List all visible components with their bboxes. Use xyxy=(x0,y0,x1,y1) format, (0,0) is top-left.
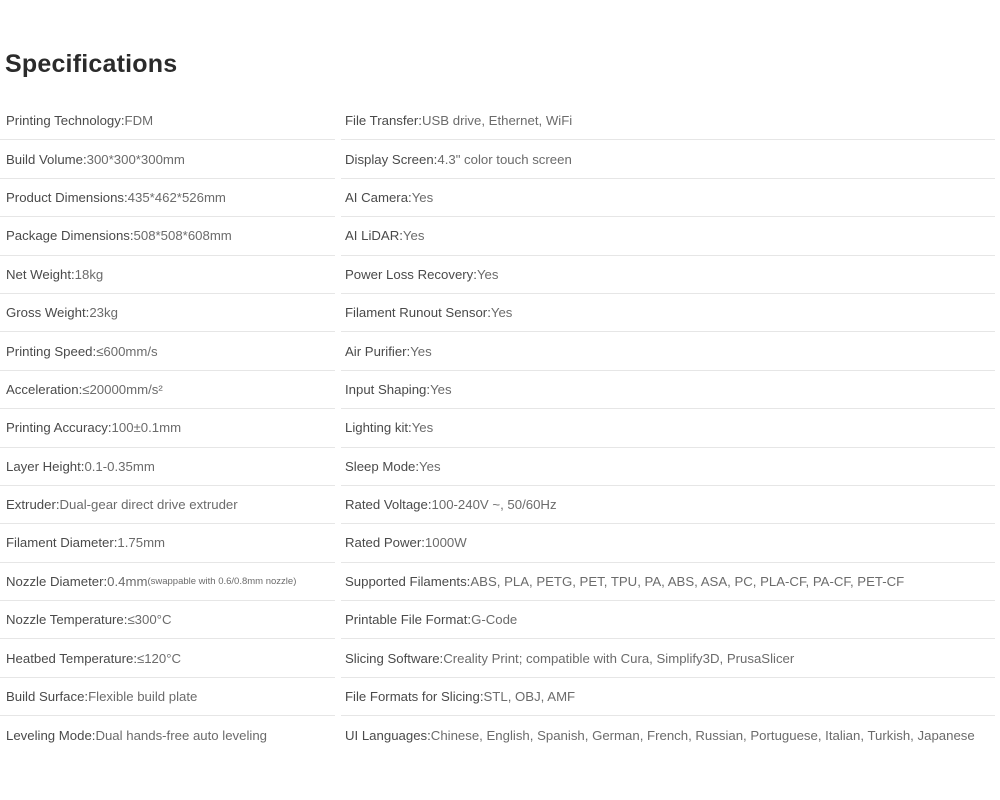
spec-value: USB drive, Ethernet, WiFi xyxy=(421,113,573,129)
spec-cell-left xyxy=(0,102,335,140)
spec-cell-right xyxy=(341,409,995,447)
spec-label: AI LiDAR: xyxy=(345,228,403,244)
spec-value: Yes xyxy=(410,343,432,359)
spec-value: Creality Print; compatible with Cura, Simplify3D, PrusaSlicer xyxy=(443,650,795,666)
page-title: Specifications xyxy=(5,50,178,78)
spec-value: ≤120°C xyxy=(136,650,182,666)
spec-row xyxy=(0,678,995,716)
spec-cell-left xyxy=(0,716,335,754)
spec-cell-right xyxy=(341,524,995,562)
spec-cell-left xyxy=(0,332,335,370)
spec-cell-left xyxy=(0,409,335,447)
spec-value: ≤600mm/s xyxy=(96,343,158,359)
spec-label: Slicing Software: xyxy=(345,650,444,666)
spec-label: Power Loss Recovery: xyxy=(345,266,477,282)
spec-value: Yes xyxy=(430,381,452,397)
spec-label: File Formats for Slicing: xyxy=(345,689,484,705)
spec-value: ABS, PLA, PETG, PET, TPU, PA, ABS, ASA, PC, PLA-CF, PA-CF, PET-CF xyxy=(470,573,905,589)
spec-cell-right xyxy=(341,448,995,486)
spec-value: 1.75mm xyxy=(117,535,166,551)
spec-cell-left xyxy=(0,294,335,332)
spec-cell-right xyxy=(341,217,995,255)
spec-cell-left xyxy=(0,639,335,677)
spec-row xyxy=(0,563,995,601)
spec-cell-right xyxy=(341,716,995,754)
spec-value: 508*508*608mm xyxy=(133,228,232,244)
spec-value: Yes xyxy=(411,189,434,205)
spec-value: Yes xyxy=(411,420,434,436)
spec-value: 100±0.1mm xyxy=(111,420,182,436)
spec-row xyxy=(0,294,995,332)
spec-cell-right xyxy=(341,140,995,178)
spec-value: 0.1-0.35mm xyxy=(84,458,155,474)
spec-label: Printing Technology: xyxy=(6,113,125,129)
spec-label: Lighting kit: xyxy=(345,420,412,436)
spec-value: FDM xyxy=(124,113,154,129)
spec-label: Rated Voltage: xyxy=(345,497,432,513)
spec-cell-left xyxy=(0,448,335,486)
spec-label: Package Dimensions: xyxy=(6,228,134,244)
spec-label: Nozzle Diameter: xyxy=(6,573,108,589)
spec-row xyxy=(0,639,995,677)
spec-value: 1000W xyxy=(424,535,467,551)
spec-row xyxy=(0,371,995,409)
spec-value: G-Code xyxy=(471,612,518,628)
spec-cell-left xyxy=(0,217,335,255)
spec-value: 18kg xyxy=(74,266,104,282)
spec-cell-left xyxy=(0,140,335,178)
spec-row xyxy=(0,217,995,255)
spec-row xyxy=(0,179,995,217)
spec-row xyxy=(0,140,995,178)
spec-row xyxy=(0,601,995,639)
spec-cell-left xyxy=(0,256,335,294)
spec-cell-left xyxy=(0,371,335,409)
spec-label: Layer Height: xyxy=(6,458,85,474)
spec-label: Filament Diameter: xyxy=(6,535,118,551)
spec-label: Acceleration: xyxy=(6,381,83,397)
spec-cell-left xyxy=(0,179,335,217)
spec-value: 0.4mm xyxy=(107,573,148,589)
spec-label: Net Weight: xyxy=(6,266,75,282)
spec-cell-right xyxy=(341,563,995,601)
spec-row xyxy=(0,409,995,447)
spec-cell-right xyxy=(341,294,995,332)
spec-cell-right xyxy=(341,332,995,370)
spec-label: Input Shaping: xyxy=(345,381,431,397)
spec-value: 4.3" color touch screen xyxy=(437,151,572,167)
spec-value: Flexible build plate xyxy=(88,689,198,705)
spec-label: Sleep Mode: xyxy=(345,458,420,474)
spec-cell-right xyxy=(341,601,995,639)
spec-row xyxy=(0,332,995,370)
spec-label: UI Languages: xyxy=(345,727,431,743)
spec-cell-left xyxy=(0,601,335,639)
spec-value: 435*462*526mm xyxy=(127,189,226,205)
spec-row xyxy=(0,256,995,294)
spec-value: 100-240V ~, 50/60Hz xyxy=(431,497,557,513)
spec-label: Build Volume: xyxy=(6,151,87,167)
spec-cell-left xyxy=(0,486,335,524)
spec-cell-right xyxy=(341,678,995,716)
spec-label: Heatbed Temperature: xyxy=(6,650,137,666)
spec-cell-left xyxy=(0,524,335,562)
spec-cell-right xyxy=(341,102,995,140)
spec-label: Air Purifier: xyxy=(345,343,411,359)
spec-label: Printing Speed: xyxy=(6,343,97,359)
spec-value: STL, OBJ, AMF xyxy=(483,689,576,705)
spec-cell-right xyxy=(341,639,995,677)
spec-value: Chinese, English, Spanish, German, French, Russian, Portuguese, Italian, Turkish, Japanese xyxy=(430,727,975,743)
spec-row xyxy=(0,448,995,486)
spec-label: Build Surface: xyxy=(6,689,89,705)
spec-label: Printable File Format: xyxy=(345,612,472,628)
spec-cell-right xyxy=(341,179,995,217)
spec-value: Dual hands-free auto leveling xyxy=(95,727,268,743)
spec-cell-right xyxy=(341,371,995,409)
spec-value: Dual-gear direct drive extruder xyxy=(59,497,238,513)
spec-value: Yes xyxy=(419,458,441,474)
spec-row xyxy=(0,524,995,562)
spec-value: ≤20000mm/s² xyxy=(82,381,163,397)
specifications-table xyxy=(0,102,995,755)
spec-cell-left xyxy=(0,678,335,716)
spec-cell-left xyxy=(0,563,335,601)
spec-label: Rated Power: xyxy=(345,535,425,551)
spec-label: Extruder: xyxy=(6,497,60,513)
spec-cell-right xyxy=(341,486,995,524)
spec-label: Leveling Mode: xyxy=(6,727,96,743)
spec-row xyxy=(0,486,995,524)
spec-note: (swappable with 0.6/0.8mm nozzle) xyxy=(147,575,297,587)
spec-value: ≤300°C xyxy=(127,612,172,628)
spec-value: 23kg xyxy=(89,305,118,321)
spec-label: Printing Accuracy: xyxy=(6,420,112,436)
spec-value: Yes xyxy=(490,305,513,321)
spec-label: Nozzle Temperature: xyxy=(6,612,128,628)
spec-cell-right xyxy=(341,256,995,294)
spec-row xyxy=(0,102,995,140)
spec-label: Filament Runout Sensor: xyxy=(345,305,491,321)
spec-label: Supported Filaments: xyxy=(345,573,471,589)
spec-value: Yes xyxy=(476,266,499,282)
spec-value: 300*300*300mm xyxy=(86,151,185,167)
spec-label: AI Camera: xyxy=(345,189,412,205)
spec-row xyxy=(0,716,995,754)
spec-value: Yes xyxy=(402,228,425,244)
spec-label: Product Dimensions: xyxy=(6,189,128,205)
spec-label: File Transfer: xyxy=(345,113,422,129)
spec-label: Display Screen: xyxy=(345,151,438,167)
spec-label: Gross Weight: xyxy=(6,305,90,321)
